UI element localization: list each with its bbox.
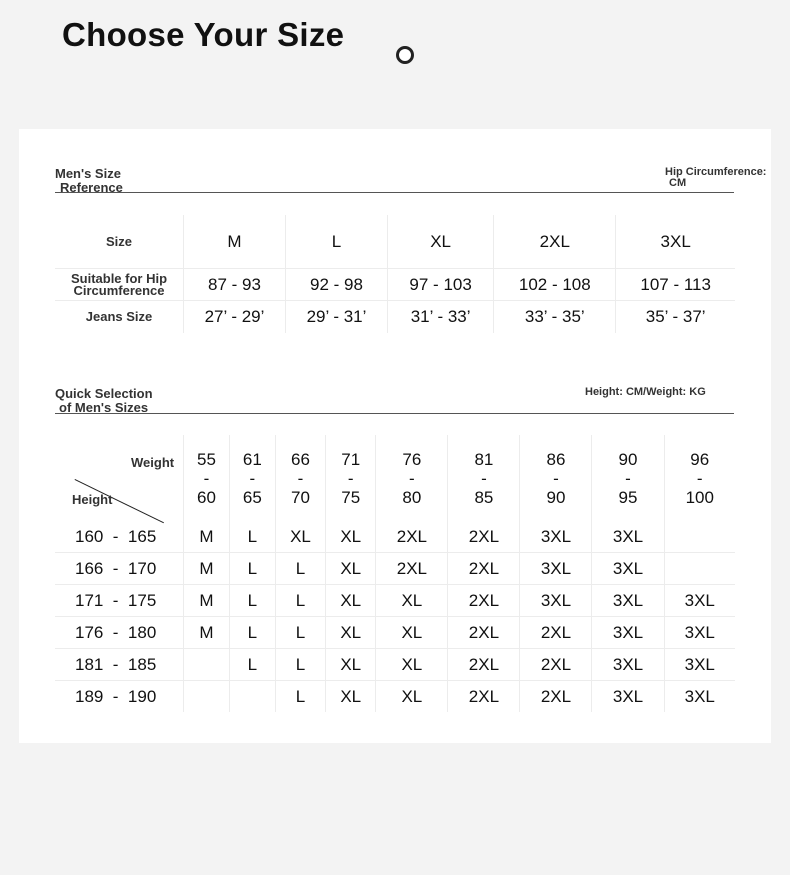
weight-range-cell: 66 - 70 (275, 435, 325, 521)
size-result-cell: XL (275, 521, 325, 553)
size-result-cell: 3XL (520, 521, 592, 553)
size-result-cell: M (184, 521, 230, 553)
size-chart-card (19, 129, 771, 743)
size-result-cell: 2XL (448, 553, 520, 585)
size-reference-label (55, 167, 123, 195)
size-result-cell: M (184, 617, 230, 649)
size-result-cell: L (229, 585, 275, 617)
size-result-cell: 2XL (520, 617, 592, 649)
size-result-cell: 2XL (448, 585, 520, 617)
size-result-cell: 3XL (664, 649, 735, 681)
hip-value-cell: 97 - 103 (388, 269, 494, 301)
size-result-cell: 2XL (376, 553, 448, 585)
size-reference-table (55, 215, 735, 333)
weight-range-cell: 61 - 65 (229, 435, 275, 521)
page-title: Choose Your Size (62, 16, 345, 53)
jeans-value-cell: 29’ - 31’ (286, 301, 388, 334)
weight-range-cell: 81 - 85 (448, 435, 520, 521)
size-result-cell: 2XL (448, 649, 520, 681)
weight-range-cell: 76 - 80 (376, 435, 448, 521)
size-result-cell: 3XL (592, 617, 664, 649)
size-result-cell: XL (326, 681, 376, 713)
section-divider (55, 192, 734, 193)
size-cell: XL (388, 215, 494, 269)
size-result-cell: 3XL (664, 585, 735, 617)
table-row (55, 649, 735, 681)
height-weight-unit-note: Height: CM/Weight: KG (585, 386, 706, 398)
jeans-value-cell: 33’ - 35’ (494, 301, 616, 334)
size-result-cell: XL (376, 617, 448, 649)
size-cell: M (184, 215, 286, 269)
size-reference-label-line1: Men's Size (55, 166, 121, 181)
size-result-cell: L (275, 681, 325, 713)
size-cell: 2XL (494, 215, 616, 269)
weight-range-cell: 96 - 100 (685, 449, 714, 507)
quick-selection-table (55, 435, 735, 712)
size-result-cell: 2XL (448, 681, 520, 713)
size-result-cell: 3XL (592, 585, 664, 617)
size-result-cell: 3XL (592, 681, 664, 713)
table-row (55, 681, 735, 713)
size-result-cell: L (229, 617, 275, 649)
ring-icon (396, 46, 414, 64)
size-result-cell (664, 553, 735, 585)
hip-row-label (55, 269, 184, 301)
size-result-cell: XL (376, 649, 448, 681)
size-result-cell: L (275, 649, 325, 681)
weight-range-cell: 86 - 90 (520, 435, 592, 521)
table-row (55, 269, 735, 301)
size-header-label: Size (55, 215, 184, 269)
hip-value-cell: 102 - 108 (494, 269, 616, 301)
size-result-cell (664, 521, 735, 553)
height-axis-label: Height (72, 492, 113, 507)
weight-range-cell: 90 - 95 (592, 435, 664, 521)
size-result-cell: 3XL (520, 585, 592, 617)
hip-value-cell: 107 - 113 (616, 269, 735, 301)
hip-value-cell: 92 - 98 (286, 269, 388, 301)
size-result-cell: L (229, 521, 275, 553)
hip-row-label-line1: Suitable for Hip (70, 270, 168, 286)
size-result-cell: L (275, 585, 325, 617)
size-reference-label-line2: Reference (60, 180, 123, 195)
size-result-cell (229, 681, 275, 713)
size-result-cell: XL (376, 681, 448, 713)
size-result-cell: 3XL (664, 617, 735, 649)
size-result-cell: 2XL (448, 617, 520, 649)
weight-axis-label: Weight (131, 455, 175, 470)
hip-unit-note-line2: CM (669, 177, 687, 189)
size-cell: L (286, 215, 388, 269)
hip-value-cell: 87 - 93 (184, 269, 286, 301)
size-cell: 3XL (616, 215, 735, 269)
size-result-cell (184, 681, 230, 713)
hip-row-label-line2: Circumference (73, 282, 165, 298)
quick-selection-label-line2: of Men's Sizes (59, 400, 149, 415)
jeans-row-label: Jeans Size (55, 301, 184, 334)
size-result-cell: 3XL (592, 553, 664, 585)
size-result-cell: 3XL (592, 521, 664, 553)
table-row (55, 301, 735, 334)
size-result-cell: 2XL (376, 521, 448, 553)
hip-unit-note-line1: Hip Circumference: (665, 166, 767, 178)
quick-selection-label-line1: Quick Selection (55, 386, 153, 401)
height-range-cell: 160 - 165 (55, 521, 184, 553)
size-result-cell: M (184, 585, 230, 617)
table-row (55, 435, 735, 521)
height-range-cell: 181 - 185 (55, 649, 184, 681)
height-range-cell: 176 - 180 (55, 617, 184, 649)
table-row (55, 215, 735, 269)
quick-selection-label (55, 387, 153, 415)
size-result-cell: XL (326, 617, 376, 649)
size-result-cell: 2XL (448, 521, 520, 553)
size-result-cell: 2XL (520, 649, 592, 681)
height-range-cell: 171 - 175 (55, 585, 184, 617)
table-row (55, 585, 735, 617)
size-result-cell: L (229, 649, 275, 681)
size-result-cell: L (275, 553, 325, 585)
size-result-cell: L (229, 553, 275, 585)
size-result-cell: 2XL (520, 681, 592, 713)
size-result-cell: 3XL (520, 553, 592, 585)
size-result-cell: XL (326, 585, 376, 617)
jeans-value-cell: 31’ - 33’ (388, 301, 494, 334)
height-range-cell: 189 - 190 (55, 681, 184, 713)
size-result-cell: XL (326, 649, 376, 681)
size-result-cell (184, 649, 230, 681)
size-result-cell: L (275, 617, 325, 649)
size-result-cell: 3XL (684, 686, 715, 706)
height-range-cell: 166 - 170 (55, 553, 184, 585)
size-result-cell: XL (376, 585, 448, 617)
size-result-cell: M (184, 553, 230, 585)
table-row (55, 521, 735, 553)
corner-header (55, 435, 184, 521)
section-divider (55, 413, 734, 414)
size-result-cell: 3XL (592, 649, 664, 681)
size-result-cell: XL (326, 553, 376, 585)
size-result-cell: XL (326, 521, 376, 553)
table-row (55, 553, 735, 585)
weight-range-cell: 71 - 75 (326, 435, 376, 521)
jeans-value-cell: 27’ - 29’ (184, 301, 286, 334)
table-row (55, 617, 735, 649)
jeans-value-cell: 35’ - 37’ (645, 307, 706, 326)
weight-range-cell: 55 - 60 (184, 435, 230, 521)
hip-unit-note (665, 167, 766, 189)
